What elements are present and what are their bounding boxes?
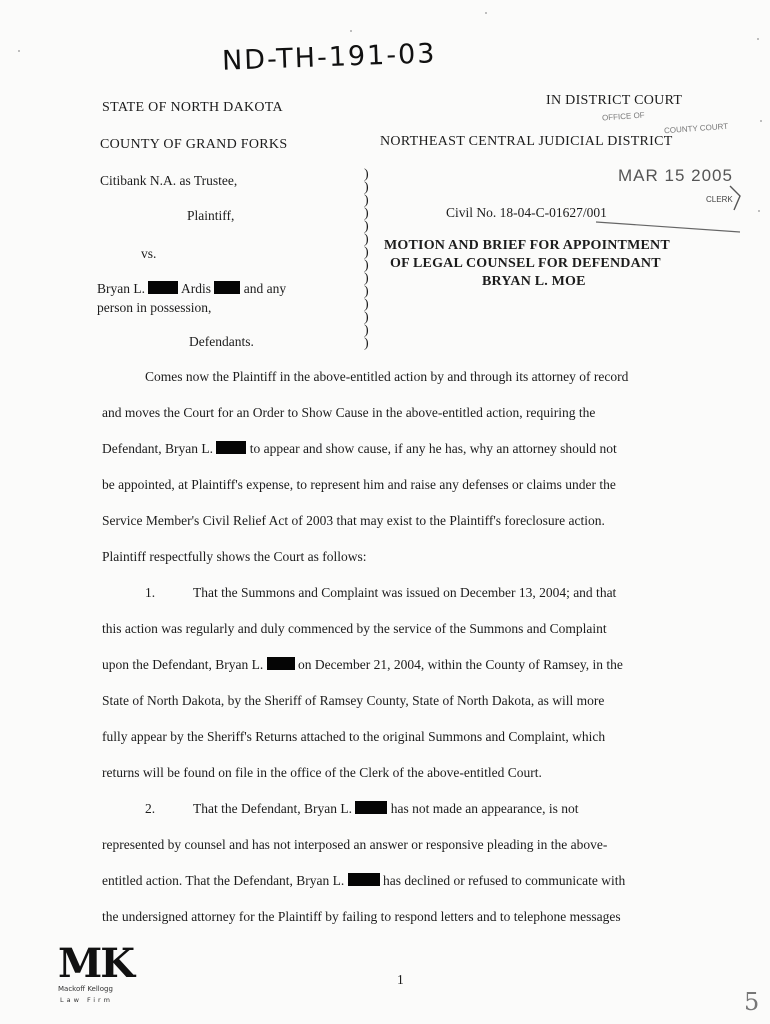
defendant-line-2: person in possession,: [97, 300, 212, 315]
scan-speck: [758, 210, 760, 212]
paragraph-1-number: 1.: [145, 585, 156, 600]
redaction-bar: [267, 657, 295, 670]
versus-label: vs.: [141, 246, 157, 261]
motion-title-1: MOTION AND BRIEF FOR APPOINTMENT: [384, 238, 670, 253]
paragraph-1-line-2: this action was regularly and duly commenced by the service of the Summons and Complaint: [102, 621, 607, 636]
paragraph-2-line-3: [102, 873, 625, 889]
paragraph-2-line-4: the undersigned attorney for the Plaintiff by failing to respond letters and to telephone messages: [102, 909, 621, 924]
defendant-tail: and any: [243, 281, 287, 296]
intro-line-3-a: Defendant, Bryan L.: [102, 441, 213, 456]
intro-line-2: and moves the Court for an Order to Show Cause in the above-entitled action, requiring the: [102, 405, 596, 420]
intro-line-4: be appointed, at Plaintiff's expense, to represent him and raise any defenses or claims under the: [102, 477, 616, 492]
paragraph-2-line-1-b: has not made an appearance, is not: [390, 801, 579, 816]
plaintiff-role: Plaintiff,: [187, 208, 235, 223]
paragraph-2-line-1-a: That the Defendant, Bryan L.: [193, 801, 352, 816]
intro-line-1: Comes now the Plaintiff in the above-entitled action by and through its attorney of record: [145, 369, 629, 384]
paragraph-2-line-3-b: has declined or refused to communicate with: [383, 873, 626, 888]
firm-name: Mackoff Kellogg: [58, 985, 113, 993]
district-label: NORTHEAST CENTRAL JUDICIAL DISTRICT: [380, 134, 673, 149]
stamp-filed-date: MAR 15 2005: [618, 166, 733, 185]
intro-line-6: Plaintiff respectfully shows the Court as follows:: [102, 549, 367, 564]
filing-stamp-outline: [590, 150, 750, 246]
scan-speck: [485, 12, 487, 14]
intro-line-3-b: to appear and show cause, if any he has, why an attorney should not: [249, 441, 617, 456]
paragraph-1-line-3-b: on December 21, 2004, within the County of Ramsey, in the: [297, 657, 623, 672]
redaction-bar: [148, 281, 178, 294]
redaction-bar: [348, 873, 380, 886]
paragraph-2-line-3-a: entitled action. That the Defendant, Bryan L.: [102, 873, 345, 888]
defendant-first: Bryan L.: [97, 281, 145, 296]
scan-speck: [18, 50, 20, 52]
redaction-bar: [355, 801, 387, 814]
firm-subtitle: Law Firm: [60, 996, 113, 1004]
stamp-county: COUNTY COURT: [663, 121, 729, 136]
motion-title-2: OF LEGAL COUNSEL FOR DEFENDANT: [390, 256, 661, 271]
county-label: COUNTY OF GRAND FORKS: [100, 137, 288, 152]
plaintiff-name: Citibank N.A. as Trustee,: [100, 173, 238, 188]
scan-speck: [757, 38, 759, 40]
paragraph-1-line-4: State of North Dakota, by the Sheriff of Ramsey County, State of North Dakota, as will more: [102, 693, 605, 708]
firm-logo: MK: [58, 940, 134, 987]
paragraph-1-line-3-a: upon the Defendant, Bryan L.: [102, 657, 264, 672]
intro-line-5: Service Member's Civil Relief Act of 2003 that may exist to the Plaintiff's foreclosure action.: [102, 513, 605, 528]
redaction-bar: [214, 281, 240, 294]
motion-title-3: BRYAN L. MOE: [482, 274, 586, 289]
paragraph-2-line-2: represented by counsel and has not interposed an answer or responsive pleading in the above-: [102, 837, 608, 852]
paragraph-2-line-1: [193, 801, 579, 817]
defendant-role: Defendants.: [189, 334, 254, 349]
state-label: STATE OF NORTH DAKOTA: [102, 100, 283, 115]
paragraph-1-line-1: That the Summons and Complaint was issued on December 13, 2004; and that: [193, 585, 617, 600]
redaction-bar: [216, 441, 246, 454]
defendant-second: Ardis: [181, 281, 212, 296]
stamp-office: OFFICE OF: [601, 110, 645, 123]
page-number: 1: [397, 972, 404, 987]
scan-speck: [760, 120, 762, 122]
scan-speck: [350, 30, 352, 32]
paragraph-1-line-6: returns will be found on file in the office of the Clerk of the above-entitled Court.: [102, 765, 542, 780]
court-label: IN DISTRICT COURT: [546, 93, 683, 108]
paragraph-1-line-5: fully appear by the Sheriff's Returns attached to the original Summons and Complaint, which: [102, 729, 606, 744]
paragraph-1-line-3: [102, 657, 623, 673]
intro-line-3: [102, 441, 617, 457]
caption-paren-column: ) ) ) ) ) ) ) ) ) ) ) ) ) ): [364, 167, 369, 351]
civil-number: Civil No. 18-04-C-01627/001: [446, 205, 607, 220]
handwritten-reference: ND-TH-191-03: [221, 38, 437, 77]
defendant-names: [97, 281, 286, 297]
paragraph-2-number: 2.: [145, 801, 156, 816]
stamp-clerk: CLERK: [706, 195, 733, 204]
corner-mark: 5: [744, 988, 760, 1016]
